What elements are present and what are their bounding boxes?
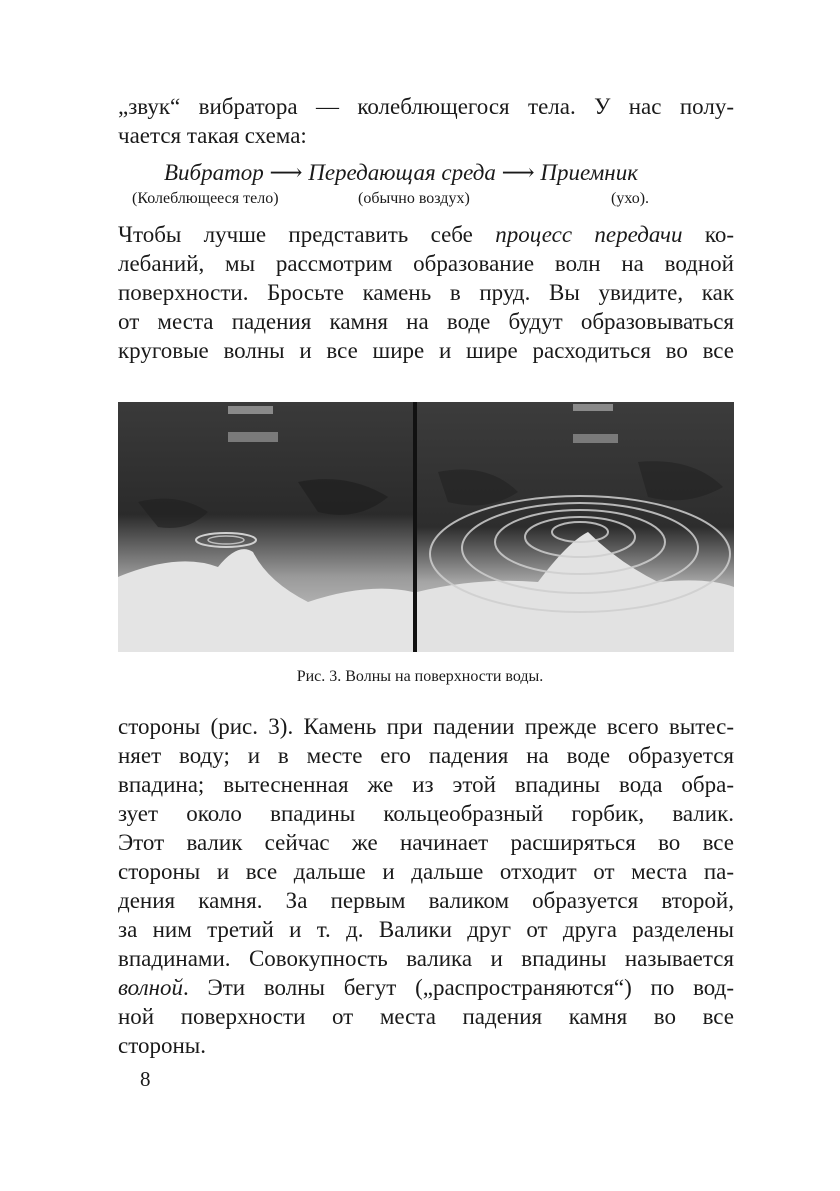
text-line: за ним третий и т. д. Валики друг от друга разделены [118, 917, 734, 942]
text-line: круговые волны и все шире и шире расходиться во все [118, 338, 734, 363]
text-line: Этот валик сейчас же начинает расширяться во все [118, 830, 734, 855]
figure-caption: Рис. 3. Волны на поверхности воды. [296, 668, 544, 685]
emphasis-text: волной [118, 975, 184, 1000]
page-number: 8 [140, 1067, 151, 1091]
arrow-right-icon: ⟶ [269, 160, 303, 185]
text-line: стороны (рис. 3). Камень при падении прежде всего вытес- [118, 714, 734, 739]
text-line: ной поверхности от места падения камня во все [118, 1004, 734, 1029]
schema-receiver: Приемник [540, 160, 638, 185]
schema-diagram [164, 160, 724, 186]
schema-vibrator: Вибратор [164, 160, 264, 185]
schema-medium: Передающая среда [308, 160, 496, 185]
emphasis-text: процесс передачи [495, 222, 683, 247]
text-run: ко- [682, 222, 734, 247]
figure-water-waves [118, 402, 734, 652]
photo-left [118, 402, 413, 652]
schema-medium-note: (обычно воздух) [358, 190, 470, 207]
text-line [118, 220, 734, 249]
text-line: чается такая схема: [118, 123, 307, 148]
text-run: Чтобы лучше представить себе [118, 222, 496, 247]
text-line: няет воду; и в месте его падения на воде образуется [118, 743, 734, 768]
photo-right [417, 402, 734, 652]
arrow-right-icon: ⟶ [501, 160, 535, 185]
text-line: от места падения камня на воде будут образовываться [118, 309, 734, 334]
text-line: дения камня. За первым валиком образуется второй, [118, 888, 734, 913]
text-line: зует около впадины кольцеобразный горбик, валик. [118, 801, 734, 826]
schema-receiver-note: (ухо). [611, 190, 650, 207]
text-line: „звук“ вибратора — колеблющегося тела. У нас полу- [118, 94, 734, 119]
text-line: стороны. [118, 1033, 206, 1058]
text-run: . Эти волны бегут („распространяются“) по вод- [183, 975, 734, 1000]
text-line: впадинами. Совокупность валика и впадины называется [118, 946, 734, 971]
text-line: поверхности. Бросьте камень в пруд. Вы увидите, как [118, 280, 734, 305]
text-line: впадина; вытесненная же из этой впадины вода обра- [118, 772, 734, 797]
water-waves-photo [118, 402, 734, 652]
text-line: стороны и все дальше и дальше отходит от места па- [118, 859, 734, 884]
text-line [118, 973, 734, 1002]
text-line: лебаний, мы рассмотрим образование волн на водной [118, 251, 734, 276]
schema-vibrator-note: (Колеблющееся тело) [132, 190, 279, 207]
